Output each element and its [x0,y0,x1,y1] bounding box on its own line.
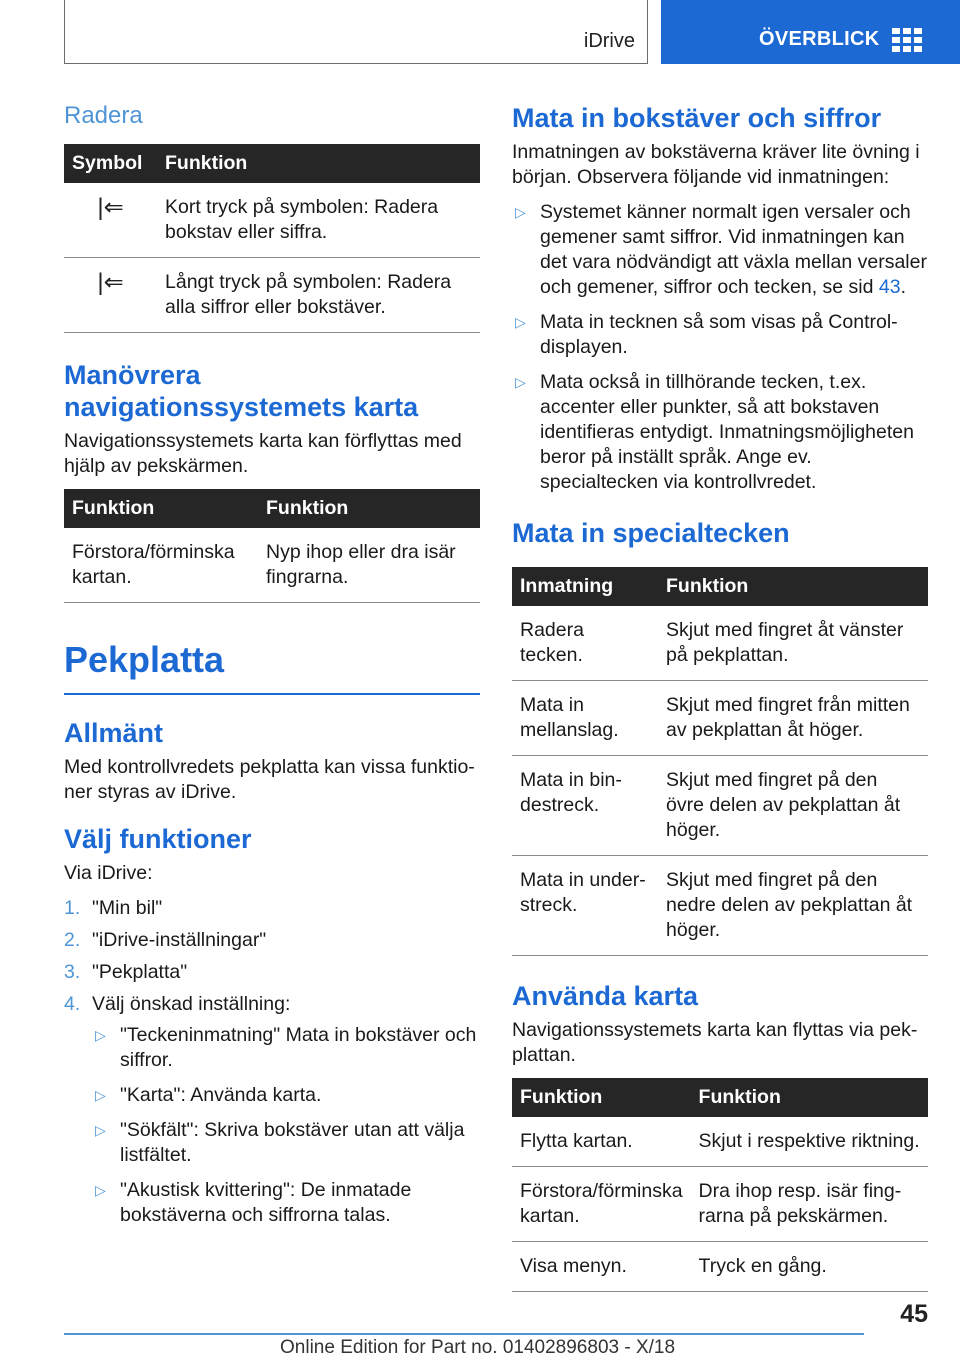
table-header: Funktion [658,567,928,606]
list-item: 3. "Pekplatta" [64,961,188,983]
table-header: Funktion [512,1078,691,1117]
footer-edition: Online Edition for Part no. 01402896803 - X/18 [280,1337,676,1358]
table-header: Inmatning [512,567,658,606]
list-item: 2. "iDrive-inställningar" [64,929,267,951]
table-row [512,756,928,856]
radera-table [64,144,480,333]
table-cell: Dra ihop resp. isär fingrarna på pekskärmen. [691,1167,928,1242]
table-header: Funktion [258,489,480,528]
triangle-bullet-icon: ▷ [515,374,526,390]
list-item: ▷ Mata också in tillhörande tecken, t.ex. accenter eller punkter, så att bokstaven identifieras entydigt. Inmatningsmöjligheten beror på inställt språk. Ange ev. specialtecken via kontrollvredet. [515,371,914,493]
left-column [64,90,480,1238]
right-column [512,90,928,1292]
mata-bullets [512,200,928,495]
steps-list [64,896,480,1228]
anvanda-table [512,1078,928,1292]
table-row [512,1242,928,1292]
table-cell: Förstora/förminska kartan. [512,1167,691,1242]
list-item: ▷ "Sökfält": Skriva bokstäver utan att välja listfältet. [95,1119,465,1166]
section-title-special: Mata in specialtecken [512,518,790,548]
list-item: 4. Välj önskad inställning: ▷ "Teckeninmatning" Mata in bokstäver och siffror. ▷ "Karta": Använda karta. ▷ "Sökfält": Skriva bokstäver utan att välja listfältet. ▷ "Akustisk kvittering": De inmatade bokstäverna och siffrorna talas. [64,992,480,1228]
header-chapter-tab[interactable] [661,0,960,64]
section-title-anvanda: Använda karta [512,981,699,1011]
list-item: ▷ "Akustisk kvittering": De inmatade bokstäverna och siffrorna talas. [95,1179,412,1226]
karta-intro: Navigationssystemets karta kan förflyttas med hjälp av pekskärmen. [64,430,462,477]
header-section-box [64,0,648,64]
table-row [64,528,480,603]
table-header: Funktion [691,1078,928,1117]
karta-table [64,489,480,603]
table-cell: Nyp ihop eller dra isär fingrarna. [258,528,480,603]
grid-icon [892,28,922,52]
anvanda-intro: Navigationssystemets karta kan flyttas via pekplattan. [512,1019,918,1066]
delete-back-icon: |⇐ [64,183,157,258]
table-row [512,856,928,956]
section-title-valj: Välj funktioner [64,824,252,854]
section-title-radera: Radera [64,102,143,129]
triangle-bullet-icon: ▷ [515,314,526,330]
table-cell: Långt tryck på symbolen: Radera alla siffror eller bokstäver. [157,258,480,333]
valj-intro: Via iDrive: [64,862,153,884]
options-list [92,1023,480,1228]
section-title-allmant: Allmänt [64,718,164,748]
chapter-title-pekplatta: Pekplatta [64,637,480,695]
table-header: Funktion [157,144,480,183]
table-row [512,681,928,756]
triangle-bullet-icon: ▷ [95,1027,106,1043]
table-cell: Mata in understreck. [512,856,658,956]
table-cell: Skjut med fingret från mitten av pekplattan åt höger. [658,681,928,756]
table-row [512,1167,928,1242]
table-row [512,606,928,681]
table-cell: Skjut med fingret på den övre delen av pekplattan åt höger. [658,756,928,856]
table-cell: Skjut med fingret på den nedre delen av pekplattan åt höger. [658,856,928,956]
delete-back-icon: |⇐ [64,258,157,333]
table-header: Funktion [64,489,258,528]
table-cell: Förstora/förminska kartan. [64,528,258,603]
special-table [512,567,928,956]
triangle-bullet-icon: ▷ [95,1087,106,1103]
table-cell: Flytta kartan. [512,1117,691,1167]
table-cell: Radera tecken. [512,606,658,681]
list-item: 1. "Min bil" [64,897,163,919]
list-item: ▷ Mata in tecknen så som visas på Control-displayen. [515,311,898,358]
table-cell: Kort tryck på symbolen: Radera bokstav eller siffra. [157,183,480,258]
list-item: ▷ Systemet känner normalt igen versaler och gemener samt siffror. Vid inmatningen kan det vara nödvändigt att växla mellan versaler och gemener, siffror och tecken, se sid 43. [515,201,927,298]
table-cell: Mata in bindestreck. [512,756,658,856]
triangle-bullet-icon: ▷ [515,204,526,220]
table-row [64,183,480,258]
table-cell: Visa menyn. [512,1242,691,1292]
triangle-bullet-icon: ▷ [95,1122,106,1138]
section-title-karta: Manövrera navigationssystemets karta [64,360,419,422]
list-item: ▷ "Karta": Använda karta. [95,1084,322,1106]
triangle-bullet-icon: ▷ [95,1182,106,1198]
header-chapter-label: ÖVERBLICK [759,28,880,50]
table-cell: Skjut med fingret åt vänster på pekplattan. [658,606,928,681]
table-cell: Skjut i respektive riktning. [691,1117,928,1167]
table-row [512,1117,928,1167]
mata-intro: Inmatningen av bokstäverna kräver lite övning i början. Observera följande vid inmatningen: [512,141,920,188]
table-header: Symbol [64,144,157,183]
header-section-label: iDrive [583,30,635,52]
page-link[interactable]: 43 [878,276,901,298]
table-row [64,258,480,333]
section-title-mata: Mata in bokstäver och siffror [512,103,882,133]
list-item: ▷ "Teckeninmatning" Mata in bokstäver och siffror. [95,1024,477,1071]
table-cell: Mata in mellanslag. [512,681,658,756]
table-cell: Tryck en gång. [691,1242,928,1292]
page-number: 45 [900,1300,928,1328]
footer-divider [64,1333,864,1335]
allmant-text: Med kontrollvredets pekplatta kan vissa funktioner styras av iDrive. [64,756,475,803]
